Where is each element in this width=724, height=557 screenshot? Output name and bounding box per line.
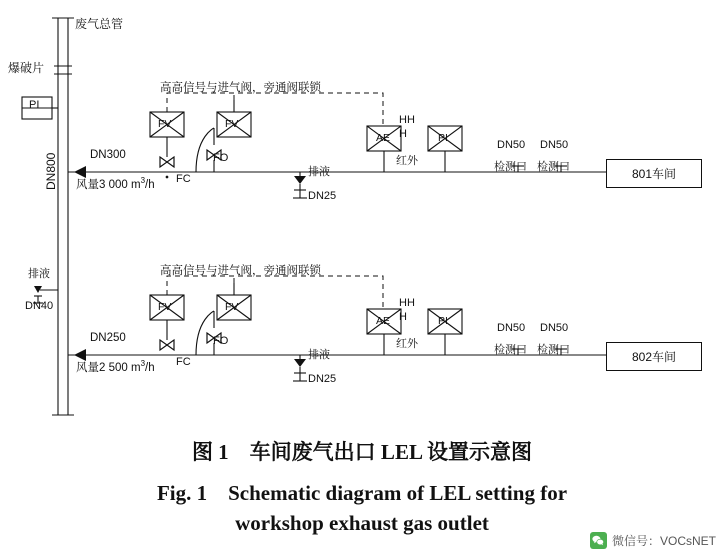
drain-size-801: DN25 bbox=[308, 190, 337, 202]
watermark bbox=[590, 532, 716, 549]
fc-controller-tag-802: FC bbox=[176, 356, 191, 368]
h-label-802: H bbox=[399, 311, 407, 323]
flow-label-801 bbox=[76, 176, 155, 192]
fo-valve-label-801: FO bbox=[213, 152, 229, 164]
fv-valve-tag-802: FV bbox=[158, 301, 172, 313]
drain-size-802: DN25 bbox=[308, 373, 337, 385]
fv-bypass-tag-801: FV bbox=[225, 118, 239, 130]
pi-top-tag: PI bbox=[29, 99, 40, 111]
interlock-note-801: 高高信号与进气阀，旁通阀联锁 bbox=[160, 82, 321, 94]
pi-gauge-tag-801: PI bbox=[438, 132, 448, 144]
wechat-icon bbox=[590, 532, 607, 549]
flow-text-801: 风量3 000 $m^3/h$ bbox=[76, 176, 155, 191]
destination-box-801 bbox=[606, 159, 702, 188]
flow-text-802: 风量2 500 $m^3/h$ bbox=[76, 359, 155, 374]
ae-analyzer-tag-801: AE bbox=[376, 132, 391, 144]
sample-port-2-size-801: DN50 bbox=[540, 139, 569, 151]
figure-caption-cn: 图 1 车间废气出口 LEL 设置示意图 bbox=[191, 440, 533, 464]
dn40-label: DN40 bbox=[25, 300, 54, 312]
interlock-note-802: 高高信号与进气阀，旁通阀联锁 bbox=[160, 265, 321, 277]
dn250-label: DN250 bbox=[90, 332, 126, 344]
sample-port-1-size-801: DN50 bbox=[497, 139, 526, 151]
drain-label-802: 排液 bbox=[308, 349, 330, 361]
watermark-text: 微信号：VOCsNET bbox=[611, 534, 716, 548]
sample-port-2-label-802: 检测口 bbox=[537, 344, 570, 356]
pi-gauge-tag-802: PI bbox=[438, 315, 448, 327]
dn800-label: DN800 bbox=[44, 152, 58, 190]
h-label-801: H bbox=[399, 128, 407, 140]
rupture-disc-label: 爆破片 bbox=[8, 61, 45, 75]
drain-label-801: 排液 bbox=[308, 166, 330, 178]
dn300-label: DN300 bbox=[90, 149, 126, 161]
sample-port-2-label-801: 检测口 bbox=[537, 161, 570, 173]
fo-valve-label-802: FO bbox=[213, 335, 229, 347]
sample-port-1-label-802: 检测口 bbox=[494, 344, 527, 356]
sample-port-1-size-802: DN50 bbox=[497, 322, 526, 334]
hh-label-802: HH bbox=[399, 297, 415, 309]
fc-controller-tag-801: FC bbox=[176, 173, 191, 185]
sample-port-1-label-801: 检测口 bbox=[494, 161, 527, 173]
destination-box-802 bbox=[606, 342, 702, 371]
side-drain-label: 排液 bbox=[28, 268, 50, 280]
figure-caption-en-line1: Fig. 1 Schematic diagram of LEL setting for bbox=[156, 481, 568, 505]
flow-label-802 bbox=[76, 359, 155, 375]
ae-analyzer-tag-802: AE bbox=[376, 315, 391, 327]
figure-caption-en-line2: workshop exhaust gas outlet bbox=[235, 511, 489, 535]
fv-bypass-tag-802: FV bbox=[225, 301, 239, 313]
main-duct-label: 废气总管 bbox=[75, 17, 124, 31]
destination-label-801: 801车间 bbox=[631, 167, 677, 181]
ir-label-802: 红外 bbox=[396, 338, 418, 350]
ir-label-801: 红外 bbox=[396, 155, 418, 167]
sample-port-2-size-802: DN50 bbox=[540, 322, 569, 334]
hh-label-801: HH bbox=[399, 114, 415, 126]
fv-valve-tag-801: FV bbox=[158, 118, 172, 130]
destination-label-802: 802车间 bbox=[631, 350, 677, 364]
